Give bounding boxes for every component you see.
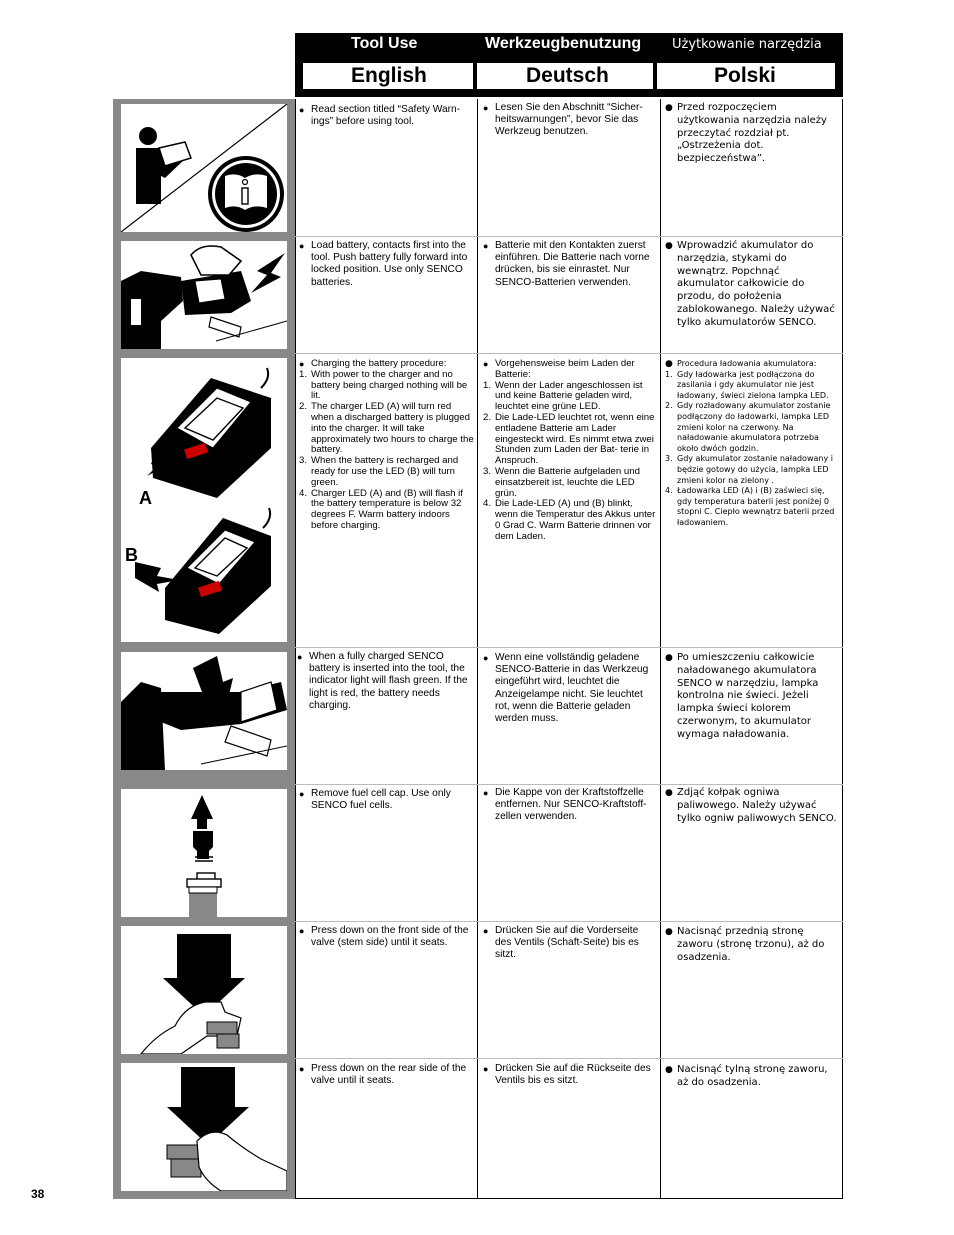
row6-text-en: ● Press down on the front side of the valve (stem side) until it seats. [299, 925, 473, 949]
row-divider [295, 236, 843, 237]
column-divider [295, 99, 296, 1199]
row1-text-en: ● Read section titled “Safety Warn- ings” before using tool. [299, 104, 473, 128]
row1-text-de: ● Lesen Sie den Abschnitt “Sicher- heitswarnungen”, bevor Sie das Werkzeug benutzen. [483, 102, 655, 139]
row7-text-en: ● Press down on the rear side of the valve until it seats. [299, 1063, 473, 1087]
row3-text-en: ● Charging the battery procedure: 1. With power to the charger and no battery being charged nothing will be lit. 2. The charger LED (A) will turn red when a discharged battery is plugged into the charger. It will take approximately two hours to charge the battery. 3. When the battery is recharged and ready for use the LED (B) will turn green. 4. Charger LED (A) and (B) will flash if the battery temperature is below 32 degrees F. Warm battery indoors before charging. [299, 359, 474, 532]
row5-text-de: ● Die Kappe von der Kraftstoffzelle entfernen. Nur SENCO-Kraftstoff- zellen verwenden. [483, 787, 655, 824]
lang-label-deutsch: Deutsch [477, 63, 653, 89]
row4-text-pl: ● Po umieszczeniu całkowicie naładowanego akumulatora SENCO w narzędziu, lampka kontrolna nie świeci. Jeżeli lampka świeci kolorem czerwonym, to akumulator wymaga naładowania. [665, 652, 837, 742]
fuel-cell-cap-illustration [121, 789, 287, 917]
column-divider [477, 99, 478, 1199]
row4-text-de: ● Wenn eine vollständig geladene SENCO-Batterie in das Werkzeug eingeführt wird, leuchtet die Anzeigelampe nicht. Sie leuchtet rot, wenn die Batterie geladen werden muss. [483, 652, 655, 725]
row6-text-pl: ● Nacisnąć przednią stronę zaworu (stronę trzonu), aż do osadzenia. [665, 926, 837, 964]
row3-text-pl: ● Procedura ładowania akumulatora: 1. Gdy ładowarka jest podłączona do zasilania i gdy akumulator nie jest ładowany, świeci zielona lampka LED. 2. Gdy rozładowany akumulator zostanie podłączony do ładowarki, lampka LED zmieni kolor na czerwony. Na naładowanie akumulatora potrzeba około dwóch godzin. 3. Gdy akumulator zostanie naładowany i będzie gotowy do użycia, lampka LED zmieni kolor na zielony . 4. Ładowarka LED (A) i (B) zaświeci się, gdy temperatura baterii jest poniżej 0 stopni C. Ciepło wewnątrz baterii przed ładowaniem. [665, 359, 839, 529]
load-battery-illustration [121, 241, 287, 349]
row6-text-de: ● Drücken Sie auf die Vorderseite des Ventils (Schaft-Seite) bis es sitzt. [483, 925, 655, 962]
figure-label-b: B [125, 545, 138, 565]
row3-text-de: ● Vorgehensweise beim Laden der Batterie: 1. Wenn der Lader angeschlossen ist und keine Batterie geladen wird, leuchtet eine grüne LED. 2. Die Lade-LED leuchtet rot, wenn eine entladene Batterie am Lader eingesteckt wird. Es nimmt etwa zwei Stunden zum Laden der Bat- terie in Anspruch. 3. Wenn die Batterie aufgeladen und einsatzbereit ist, leuchte die LED grün. 4. Die Lade-LED (A) und (B) blinkt, wenn die Temperatur des Akkus unter 0 Grad C. Warm Batterie drinnen vor dem Laden. [483, 359, 657, 543]
row1-text-pl: ● Przed rozpoczęciem użytkowania narzędzia należy przeczytać rozdział pt. „Ostrzeżenia dot. bezpieczeństwa”. [665, 102, 837, 166]
row-divider [295, 784, 843, 785]
figure-label-a: A [139, 488, 152, 508]
header-bar [295, 33, 843, 97]
lang-label-english: English [303, 63, 473, 89]
row-divider [295, 353, 843, 354]
tool-use-title-de: Werkzeugbenutzung [485, 35, 642, 52]
press-front-valve-illustration [121, 926, 287, 1054]
read-manual-illustration [121, 104, 287, 232]
tool-use-title-pl: Użytkowanie narzędzia [672, 37, 822, 52]
row5-text-en: ● Remove fuel cell cap. Use only SENCO fuel cells. [299, 788, 473, 812]
row-divider [295, 647, 843, 648]
press-rear-valve-illustration [121, 1063, 287, 1191]
page-number: 38 [31, 1187, 45, 1201]
row-divider [295, 921, 843, 922]
row2-text-pl: ● Wprowadzić akumulator do narzędzia, stykami do wewnątrz. Popchnąć akumulator całkowicie do przodu, do położenia zablokowanego. Należy używać tylko akumulatorów SENCO. [665, 240, 839, 330]
row4-text-en: ● When a fully charged SENCO battery is inserted into the tool, the indicator light will flash green. If the light is red, the battery needs charging. [297, 651, 473, 712]
tool-indicator-illustration [121, 652, 287, 770]
row5-text-pl: ● Zdjąć kołpak ogniwa paliwowego. Należy używać tylko ogniw paliwowych SENCO. [665, 787, 837, 825]
row2-text-de: ● Batterie mit den Kontakten zuerst einführen. Die Batterie nach vorne drücken, bis sie einrastet. Nur SENCO-Batterien verwenden. [483, 240, 655, 289]
column-divider [660, 99, 661, 1199]
row7-text-pl: ● Nacisnąć tylną stronę zaworu, aż do osadzenia. [665, 1064, 837, 1090]
row-divider [295, 1058, 843, 1059]
lang-label-polski: Polski [657, 63, 835, 89]
row7-text-de: ● Drücken Sie auf die Rückseite des Ventils bis es sitzt. [483, 1063, 655, 1087]
row-divider [295, 1198, 843, 1199]
tool-use-title-en: Tool Use [351, 35, 418, 52]
column-divider [842, 99, 843, 1199]
row2-text-en: ● Load battery, contacts first into the tool. Push battery fully forward into locked position. Use only SENCO batteries. [299, 240, 473, 289]
